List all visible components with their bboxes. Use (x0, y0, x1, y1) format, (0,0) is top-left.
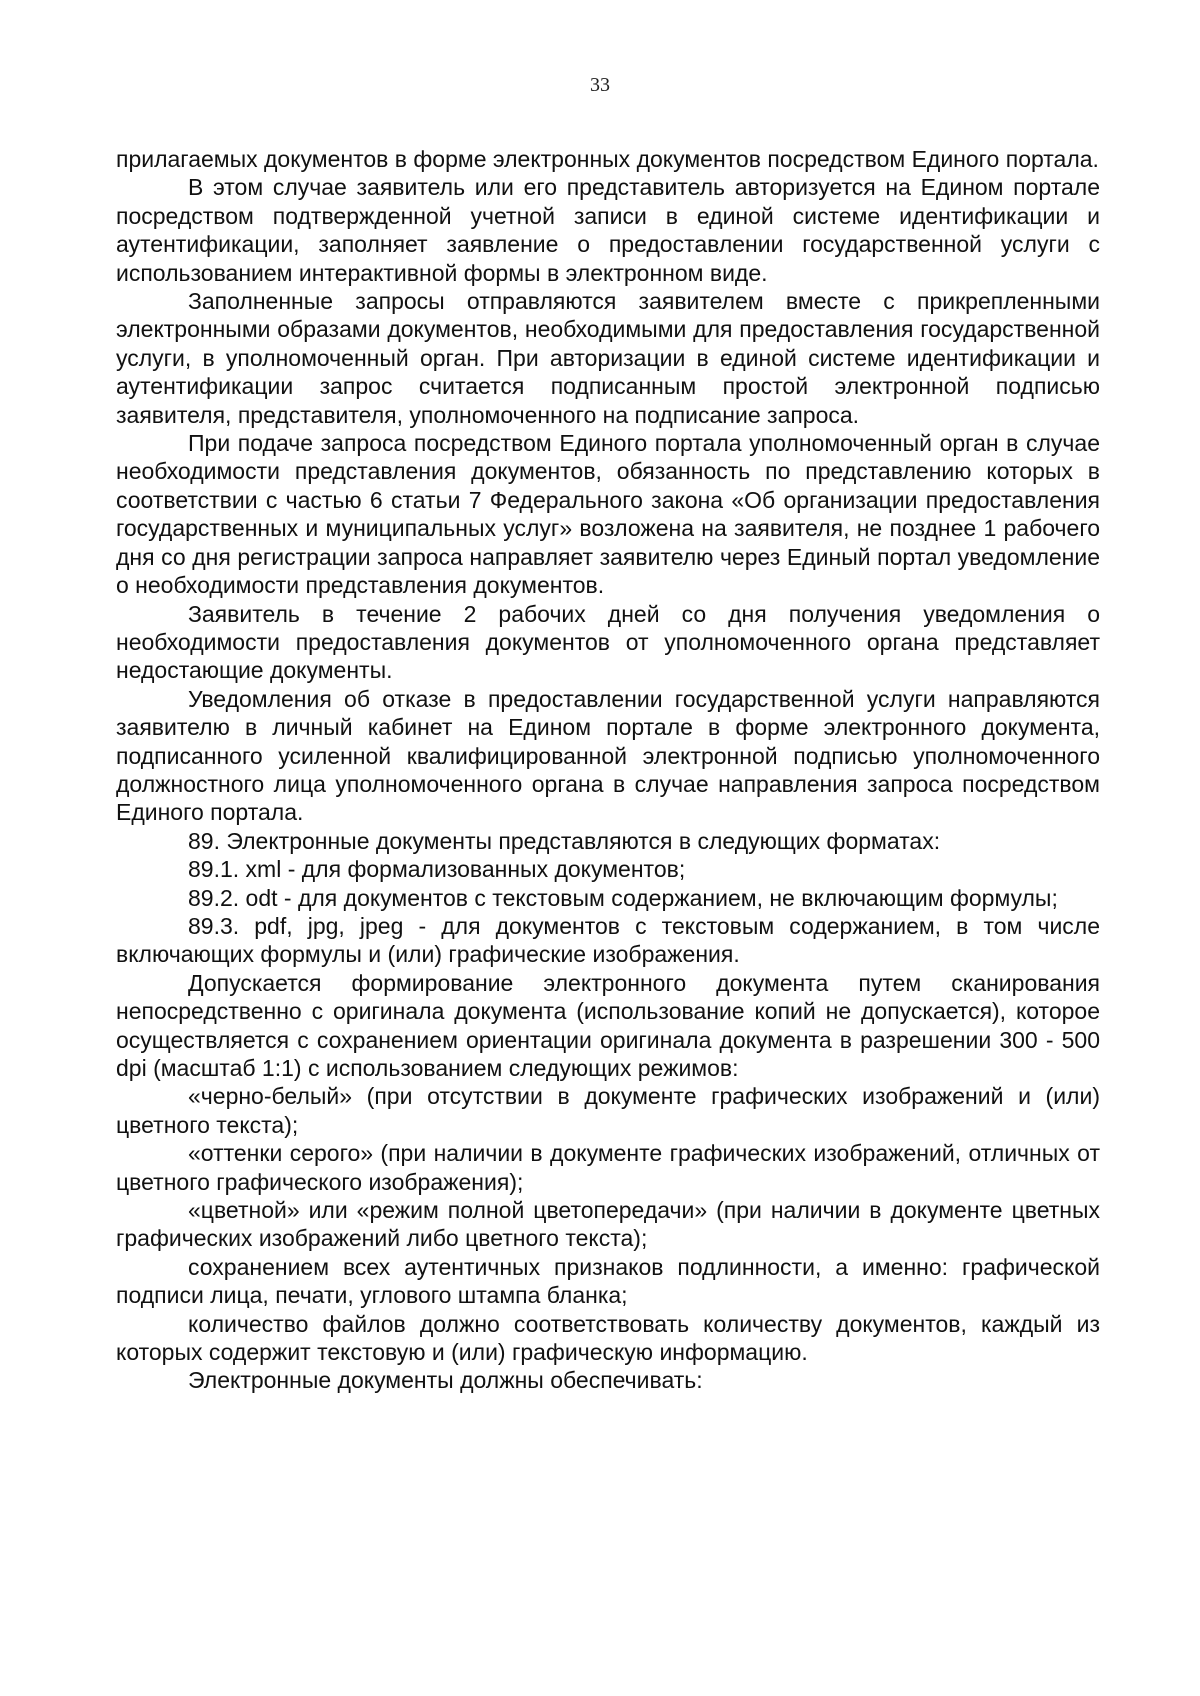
paragraph-mode-grayscale: «оттенки серого» (при наличии в документе графических изображений, отличных от цветного графического изображения); (116, 1140, 1100, 1195)
paragraph-requirements-intro: Электронные документы должны обеспечивать: (188, 1367, 703, 1394)
paragraph-authorization: В этом случае заявитель или его представитель авторизуется на Едином портале посредством подтвержденной учетной записи в единой системе идентификации и аутентификации, заполняет заявление о предоставлении государственной услуги с использованием интерактивной формы в электронном виде. (116, 174, 1100, 286)
paragraph-mode-color: «цветной» или «режим полной цветопередачи» (при наличии в документе цветных графических изображений либо цветного текста); (116, 1197, 1100, 1252)
page-number: 33 (590, 74, 610, 96)
paragraph-missing-documents: Заявитель в течение 2 рабочих дней со дня получения уведомления о необходимости предоставления документов от уполномоченного органа представляет недостающие документы. (116, 600, 1100, 684)
paragraph-file-count: количество файлов должно соответствовать количеству документов, каждый из которых содержит текстовую и (или) графическую информацию. (116, 1310, 1100, 1366)
paragraph-document-request-notice: При подаче запроса посредством Единого портала уполномоченный орган в случае необходимости представления документов, обязанность по представлению которых в соответствии с частью 6 статьи 7 Федерального закона «Об организации предоставления государственных и муниципальных услуг» возложена на заявителя, не позднее 1 рабочего дня со дня регистрации запроса направляет заявителю через Единый портал уведомление о необходимости представления документов. (116, 430, 1100, 599)
paragraph-mode-black-white: «черно-белый» (при отсутствии в документе графических изображений и (или) цветного текста); (116, 1083, 1100, 1138)
paragraph-item-89-1: 89.1. xml - для формализованных документов; (188, 856, 686, 883)
paragraph-refusal-notice: Уведомления об отказе в предоставлении государственной услуги направляются заявителю в личный кабинет на Едином портале в форме электронного документа, подписанного усиленной квалифицированной электронной подписью уполномоченного должностного лица уполномоченного органа в случае направления запроса посредством Единого портала. (116, 685, 1100, 826)
paragraph-scanning: Допускается формирование электронного документа путем сканирования непосредственно с оригинала документа (использование копий не допускается), которое осуществляется с сохранением ориентации оригинала документа в разрешении 300 - 500 dpi (масштаб 1:1) с использованием следующих режимов: (116, 969, 1100, 1081)
paragraph-item-89-3: 89.3. pdf, jpg, jpeg - для документов с текстовым содержанием, в том числе включающих формулы и (или) графические изображения. (116, 912, 1100, 968)
paragraph-item-89: 89. Электронные документы представляются в следующих форматах: (188, 827, 941, 854)
document-body (116, 145, 1100, 1395)
paragraph-continuation: прилагаемых документов в форме электронных документов посредством Единого портала. (116, 146, 1099, 172)
paragraph-item-89-2: 89.2. odt - для документов с текстовым содержанием, не включающим формулы; (188, 884, 1058, 911)
paragraph-submitted-requests: Заполненные запросы отправляются заявителем вместе с прикрепленными электронными образами документов, необходимыми для предоставления государственной услуги, в уполномоченный орган. При авторизации в единой системе идентификации и аутентификации запрос считается подписанным простой электронной подписью заявителя, представителя, уполномоченного на подписание запроса. (116, 288, 1100, 428)
paragraph-authenticity: сохранением всех аутентичных признаков подлинности, а именно: графической подписи лица, печати, углового штампа бланка; (116, 1253, 1100, 1309)
